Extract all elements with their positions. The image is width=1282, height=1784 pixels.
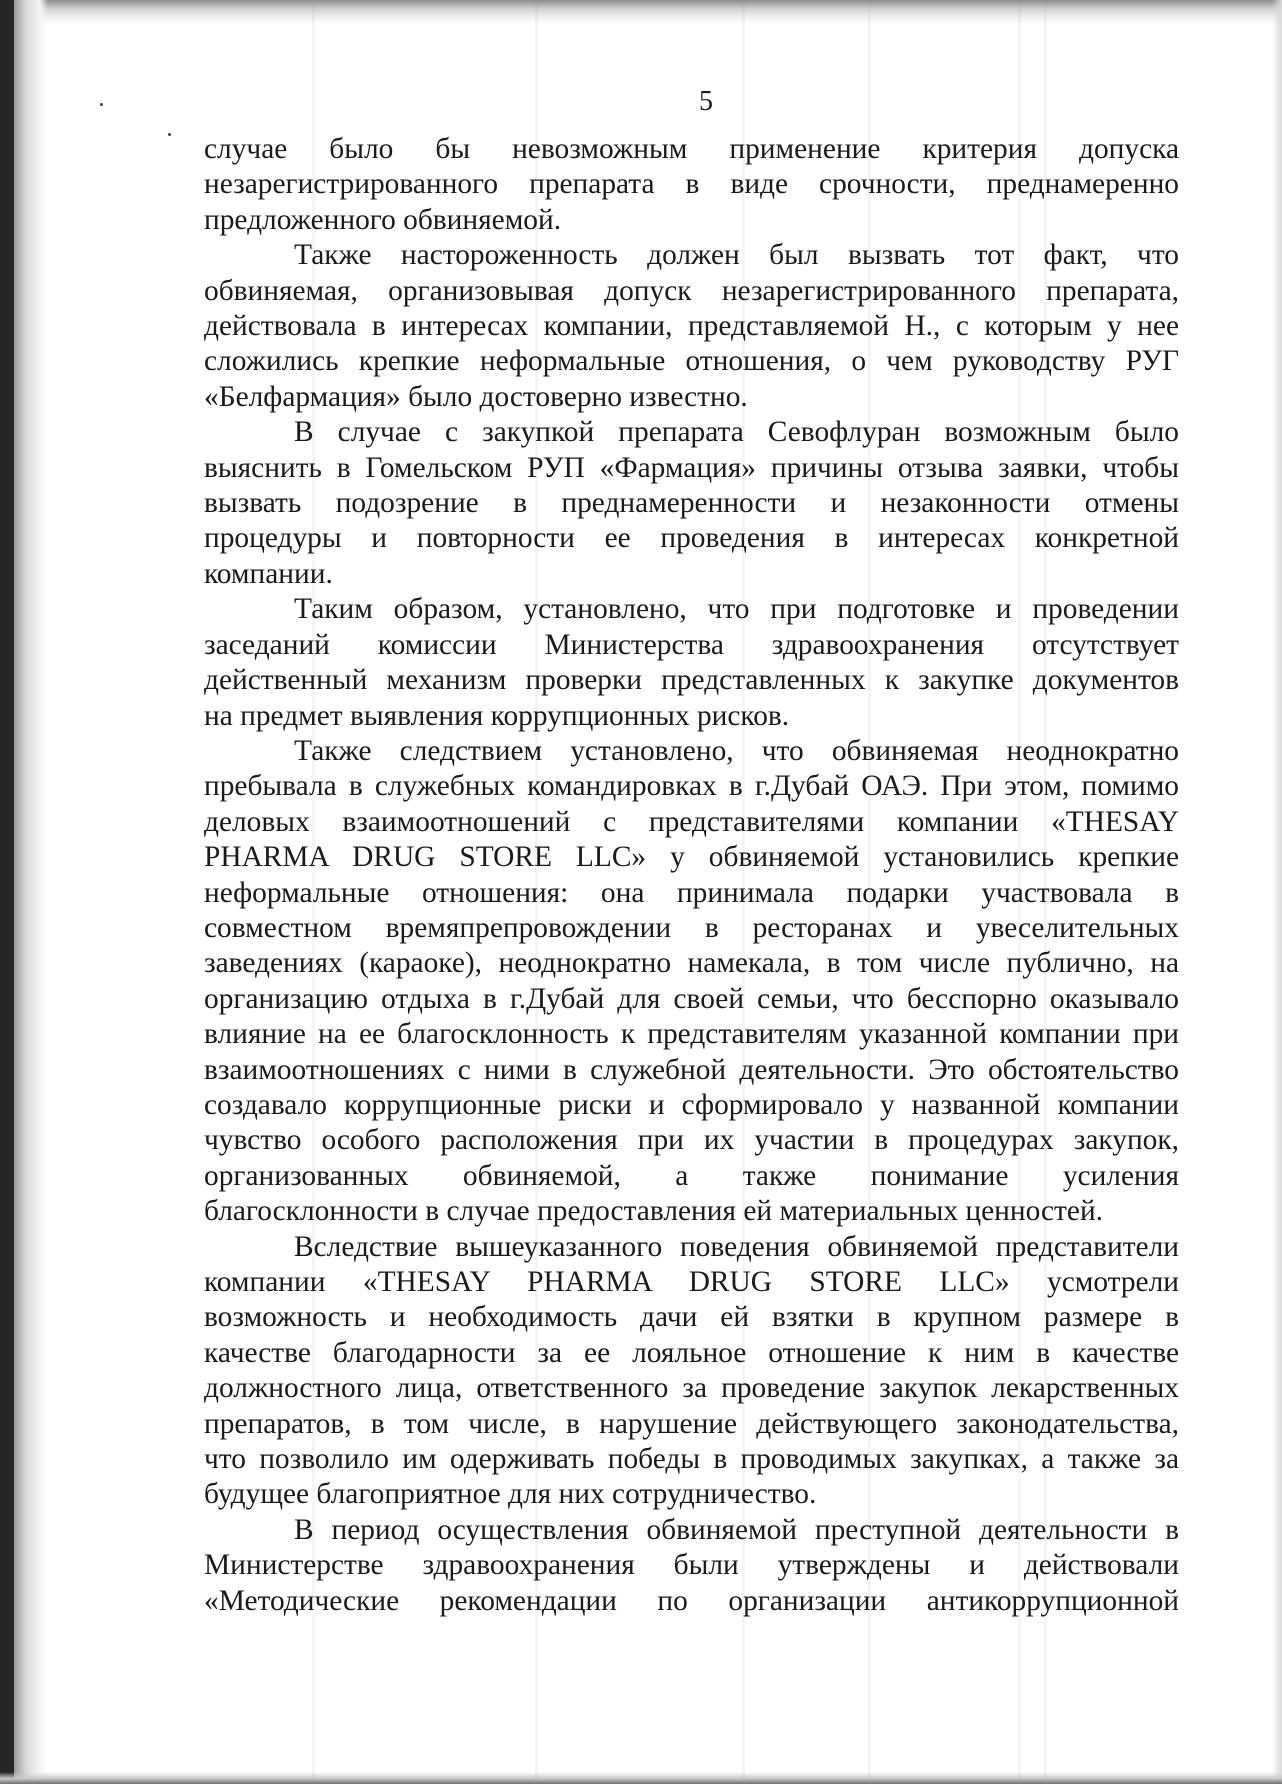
text-line: заведениях (караоке), неоднократно намекала, в том числе публично, на (204, 947, 1179, 980)
text-line: Министерстве здравоохранения были утверждены и действовали (204, 1549, 1179, 1582)
text-line: взаимоотношениях с ними в служебной деятельности. Это обстоятельство (204, 1053, 1179, 1086)
text-line: качестве благодарности за ее лояльное отношение к ним в качестве (204, 1336, 1179, 1369)
page-number: 5 (699, 86, 713, 117)
text-line: будущее благоприятное для них сотрудничество. (204, 1478, 817, 1511)
text-line: сложились крепкие неформальные отношения, о чем руководству РУГ (204, 345, 1179, 378)
text-line: деловых взаимоотношений с представителями компании «THESAY (204, 805, 1179, 838)
text-line: Таким образом, установлено, что при подготовке и проведении (294, 593, 1179, 626)
scan-edge-right (1272, 0, 1282, 1784)
text-line: В период осуществления обвиняемой преступной деятельности в (294, 1513, 1179, 1546)
text-line: компании «THESAY PHARMA DRUG STORE LLC» усмотрели (204, 1266, 1179, 1298)
text-line: на предмет выявления коррупционных рисков. (204, 699, 790, 732)
text-line: пребывала в служебных командировках в г.Дубай ОАЭ. При этом, помимо (204, 770, 1179, 803)
text-line: выяснить в Гомельском РУП «Фармация» причины отзыва заявки, чтобы (204, 451, 1179, 484)
text-line: неформальные отношения: она принимала подарки участвовала в (204, 876, 1179, 909)
text-line: организацию отдыха в г.Дубай для своей семьи, что бесспорно оказывало (204, 982, 1179, 1015)
text-line: организованных обвиняемой, а также понимание усиления (204, 1159, 1179, 1192)
document-body (204, 132, 1179, 1619)
paragraph (204, 415, 1179, 592)
text-line: «Методические рекомендации по организации антикоррупционной (204, 1584, 1179, 1617)
text-line: обвиняемая, организовывая допуск незарегистрированного препарата, (204, 274, 1179, 307)
paragraph (204, 1230, 1179, 1513)
text-line: Также следствием установлено, что обвиняемая неоднократно (294, 734, 1179, 767)
text-line: влияние на ее благосклонность к представителям указанной компании при (204, 1018, 1179, 1051)
paragraph (204, 592, 1179, 734)
text-line: заседаний комиссии Министерства здравоохранения отсутствует (204, 628, 1179, 661)
text-line: благосклонности в случае предоставления ей материальных ценностей. (204, 1195, 1104, 1228)
text-line: незарегистрированного препарата в виде срочности, преднамеренно (204, 168, 1179, 201)
text-line: Вследствие вышеуказанного поведения обвиняемой представители (294, 1230, 1179, 1263)
paragraph (204, 132, 1179, 238)
scan-speck (168, 133, 171, 136)
text-line: «Белфармация» было достоверно известно. (204, 380, 748, 413)
text-line: что позволило им одерживать победы в проводимых закупках, а также за (204, 1443, 1179, 1476)
text-line: действовала в интересах компании, представляемой Н., с которым у нее (204, 310, 1179, 343)
scan-edge-left (0, 0, 14, 1784)
text-line: совместном времяпрепровождении в ресторанах и увеселительных (204, 911, 1179, 944)
text-line: препаратов, в том числе, в нарушение действующего законодательства, (204, 1407, 1179, 1440)
text-line: случае было бы невозможным применение критерия допуска (204, 133, 1179, 165)
text-line: действенный механизм проверки представленных к закупке документов (204, 664, 1179, 697)
text-line: В случае с закупкой препарата Севофлуран возможным было (294, 416, 1179, 449)
paragraph (204, 238, 1179, 415)
text-line: должностного лица, ответственного за проведение закупок лекарственных (204, 1372, 1179, 1405)
text-line: чувство особого расположения при их участии в процедурах закупок, (204, 1124, 1179, 1157)
paragraph (204, 734, 1179, 1230)
text-line: вызвать подозрение в преднамеренности и незаконности отмены (204, 487, 1179, 520)
text-line: предложенного обвиняемой. (204, 203, 562, 236)
text-line: Также настороженность должен был вызвать тот факт, что (294, 239, 1179, 272)
scan-edge-bottom (0, 1772, 1282, 1784)
text-line: PHARMA DRUG STORE LLC» у обвиняемой установились крепкие (204, 841, 1179, 874)
scan-edge-top (0, 0, 1282, 24)
text-line: создавало коррупционные риски и сформировало у названной компании (204, 1088, 1179, 1121)
paragraph (204, 1513, 1179, 1619)
text-line: возможность и необходимость дачи ей взятки в крупном размере в (204, 1301, 1179, 1334)
text-line: компании. (204, 557, 333, 590)
scan-edge-left-shadow (14, 0, 48, 1784)
text-line: процедуры и повторности ее проведения в интересах конкретной (204, 522, 1179, 555)
